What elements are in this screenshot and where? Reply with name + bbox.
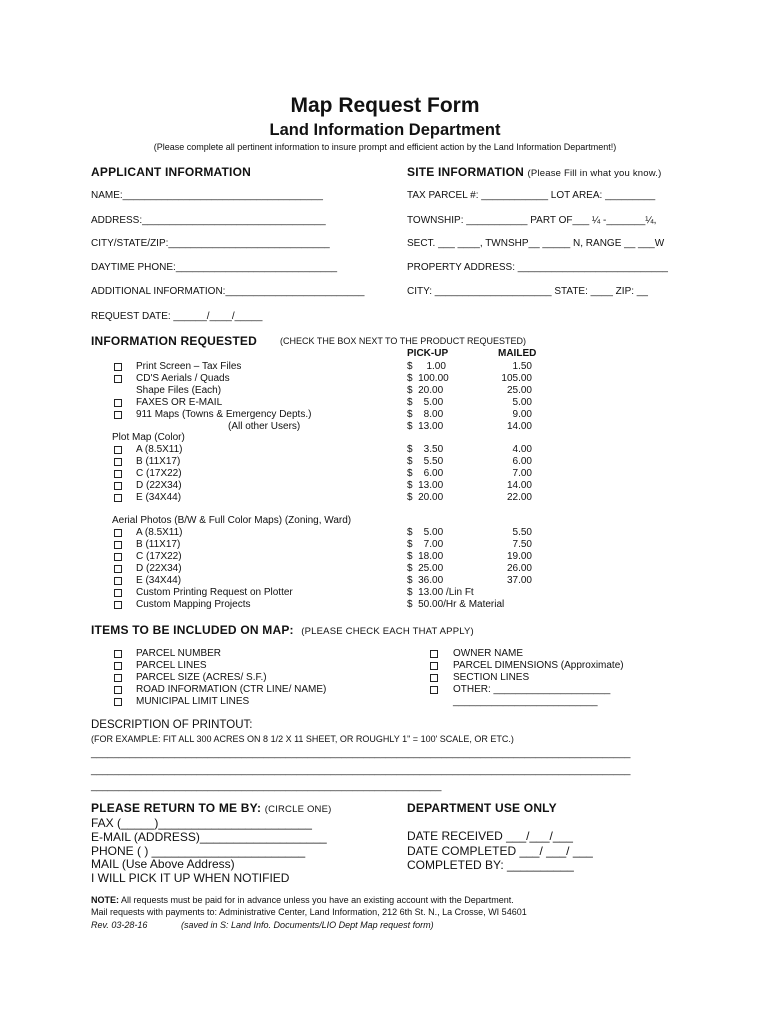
product-item-checkbox[interactable] <box>114 399 122 407</box>
site-heading <box>407 165 662 179</box>
address-field[interactable]: ADDRESS:_________________________________ <box>91 215 326 226</box>
description-example: (FOR EXAMPLE: FIT ALL 300 ACRES ON 8 1/2 X 11 SHEET, OR ROUGHLY 1" = 100' SCALE, OR ETC.) <box>91 734 514 744</box>
product-item-pickup-price: $ 13.00 <box>407 421 444 432</box>
plot-item-mailed-price: 7.00 <box>512 468 532 479</box>
name-field[interactable]: NAME:____________________________________ <box>91 190 323 201</box>
return-email[interactable]: E-MAIL (ADDRESS)___________________ <box>91 830 327 844</box>
return-fax[interactable]: FAX (_____)_______________________ <box>91 816 312 830</box>
plot-item-checkbox[interactable] <box>114 482 122 490</box>
plot-item-pickup-price: $ 6.00 <box>407 468 444 479</box>
aerial-item-pickup-price: $ 50.00/Hr & Material <box>407 599 505 610</box>
dept-date-received[interactable]: DATE RECEIVED ___/___/___ <box>407 829 573 843</box>
item-checkbox[interactable] <box>114 698 122 706</box>
plot-item-label: D (22X34) <box>136 480 182 491</box>
product-item-label: Shape Files (Each) <box>136 385 222 396</box>
plot-item-label: E (34X44) <box>136 492 182 503</box>
form-subtitle: Land Information Department <box>269 121 501 139</box>
product-item-label: FAXES OR E-MAIL <box>136 397 223 408</box>
product-item-checkbox[interactable] <box>114 363 122 371</box>
col-mailed-header: MAILED <box>498 348 537 359</box>
aerial-item-pickup-price: $ 18.00 <box>407 551 444 562</box>
city-state-zip-field[interactable]: CITY/STATE/ZIP:_____________________________ <box>91 238 330 249</box>
aerial-item-label: E (34X44) <box>136 575 182 586</box>
aerial-item-checkbox[interactable] <box>114 565 122 573</box>
return-phone[interactable]: PHONE ( ) _______________________ <box>91 844 306 858</box>
dept-date-completed[interactable]: DATE COMPLETED ___/ ___/ ___ <box>407 844 593 858</box>
item-checkbox[interactable] <box>430 674 438 682</box>
plot-item-pickup-price: $ 13.00 <box>407 480 444 491</box>
return-pickup[interactable]: I WILL PICK IT UP WHEN NOTIFIED <box>91 871 290 885</box>
tax-parcel-field[interactable]: TAX PARCEL #: ____________ LOT AREA: _________ <box>407 190 656 201</box>
plot-item-mailed-price: 14.00 <box>506 480 532 491</box>
aerial-item-mailed-price: 26.00 <box>506 563 532 574</box>
return-heading <box>91 801 332 815</box>
product-item-pickup-price: $ 20.00 <box>407 385 444 396</box>
plot-item-label: B (11X17) <box>136 456 181 467</box>
product-item-checkbox[interactable] <box>114 411 122 419</box>
aerial-item-label: A (8.5X11) <box>136 527 183 538</box>
property-address-field[interactable]: PROPERTY ADDRESS: ___________________________ <box>407 262 668 273</box>
info-requested-note: (CHECK THE BOX NEXT TO THE PRODUCT REQUESTED) <box>280 336 527 346</box>
product-item-mailed-price: 1.50 <box>512 361 532 372</box>
product-item-pickup-price: $ 8.00 <box>407 409 444 420</box>
aerial-item-pickup-price: $ 25.00 <box>407 563 444 574</box>
aerial-item-label: Custom Mapping Projects <box>136 599 251 610</box>
product-item-label: Print Screen – Tax Files <box>136 361 242 372</box>
other-line[interactable]: __________________________ <box>453 696 598 707</box>
plot-item-pickup-price: $ 5.50 <box>407 456 444 467</box>
item-checkbox[interactable] <box>430 650 438 658</box>
additional-info-field[interactable]: ADDITIONAL INFORMATION:_________________________ <box>91 286 365 297</box>
description-line-2[interactable]: _________________________________________________________________________________________________ <box>91 765 631 776</box>
plot-item-pickup-price: $ 20.00 <box>407 492 444 503</box>
item-label: PARCEL LINES <box>136 660 207 671</box>
item-label: PARCEL SIZE (ACRES/ S.F.) <box>136 672 267 683</box>
product-item-label: CD'S Aerials / Quads <box>136 373 230 384</box>
product-item-pickup-price: $ 5.00 <box>407 397 444 408</box>
item-label: SECTION LINES <box>453 672 530 683</box>
aerial-item-checkbox[interactable] <box>114 589 122 597</box>
plot-item-checkbox[interactable] <box>114 446 122 454</box>
plot-item-label: C (17X22) <box>136 468 182 479</box>
footer-note-text: All requests must be paid for in advance unless you have an existing account with the Department. <box>119 895 514 905</box>
daytime-phone-field[interactable]: DAYTIME PHONE:_____________________________ <box>91 262 338 273</box>
items-heading-note: (PLEASE CHECK EACH THAT APPLY) <box>301 626 474 637</box>
items-heading-label: ITEMS TO BE INCLUDED ON MAP: <box>91 623 294 637</box>
aerial-item-pickup-price: $ 36.00 <box>407 575 444 586</box>
dept-completed-by[interactable]: COMPLETED BY: __________ <box>407 858 574 872</box>
footer-note-label: NOTE: <box>91 895 119 905</box>
plot-item-checkbox[interactable] <box>114 494 122 502</box>
footer-mail-line: Mail requests with payments to: Administrative Center, Land Information, 212 6th St. N., La Crosse, WI 54601 <box>91 907 527 917</box>
return-mail[interactable]: MAIL (Use Above Address) <box>91 857 235 871</box>
item-label: PARCEL NUMBER <box>136 648 222 659</box>
site-heading-note: (Please Fill in what you know.) <box>527 168 662 179</box>
dept-heading: DEPARTMENT USE ONLY <box>407 801 557 815</box>
item-label: ROAD INFORMATION (CTR LINE/ NAME) <box>136 684 327 695</box>
plot-item-checkbox[interactable] <box>114 470 122 478</box>
product-item-label: 911 Maps (Towns & Emergency Depts.) <box>136 409 312 420</box>
plot-item-checkbox[interactable] <box>114 458 122 466</box>
plot-item-mailed-price: 22.00 <box>506 492 532 503</box>
plot-item-label: A (8.5X11) <box>136 444 183 455</box>
plot-item-mailed-price: 4.00 <box>512 444 532 455</box>
item-checkbox[interactable] <box>114 662 122 670</box>
item-checkbox[interactable] <box>430 662 438 670</box>
return-heading-note: (CIRCLE ONE) <box>264 804 332 815</box>
aerial-heading: Aerial Photos (B/W & Full Color Maps) (Zoning, Ward) <box>112 515 352 526</box>
product-item-pickup-price: $ 100.00 <box>407 373 449 384</box>
product-item-mailed-price: 105.00 <box>501 373 532 384</box>
aerial-item-mailed-price: 7.50 <box>512 539 532 550</box>
item-label: OWNER NAME <box>453 648 523 659</box>
description-line-3[interactable]: _______________________________________________________________ <box>91 781 442 792</box>
col-pickup-header: PICK-UP <box>407 348 449 359</box>
description-heading: DESCRIPTION OF PRINTOUT: <box>91 719 253 731</box>
aerial-item-pickup-price: $ 7.00 <box>407 539 444 550</box>
item-checkbox[interactable] <box>114 674 122 682</box>
item-checkbox[interactable] <box>114 650 122 658</box>
item-label: MUNICIPAL LIMIT LINES <box>136 696 250 707</box>
product-item-pickup-price: $ 1.00 <box>407 361 446 372</box>
form-title: Map Request Form <box>290 94 480 117</box>
item-checkbox[interactable] <box>114 686 122 694</box>
aerial-item-mailed-price: 37.00 <box>506 575 532 586</box>
product-item-mailed-price: 25.00 <box>506 385 532 396</box>
aerial-item-pickup-price: $ 5.00 <box>407 527 444 538</box>
aerial-item-pickup-price: $ 13.00 /Lin Ft <box>407 587 474 598</box>
product-item-mailed-price: 9.00 <box>512 409 532 420</box>
aerial-item-checkbox[interactable] <box>114 553 122 561</box>
footer-rev: Rev. 03-28-16 <box>91 920 148 930</box>
aerial-item-label: Custom Printing Request on Plotter <box>136 587 293 598</box>
plot-item-mailed-price: 6.00 <box>512 456 532 467</box>
item-label: OTHER: _____________________ <box>453 684 611 695</box>
description-line-1[interactable]: _________________________________________________________________________________________________ <box>91 748 631 759</box>
product-item-checkbox[interactable] <box>114 375 122 383</box>
sect-field[interactable]: SECT. ___ ____, TWNSHP__ _____ N, RANGE __ ___W <box>407 238 665 249</box>
aerial-item-label: C (17X22) <box>136 551 182 562</box>
aerial-item-mailed-price: 5.50 <box>512 527 532 538</box>
site-city-field[interactable]: CITY: _____________________ STATE: ____ ZIP: __ <box>407 286 648 297</box>
plot-item-pickup-price: $ 3.50 <box>407 444 444 455</box>
aerial-item-checkbox[interactable] <box>114 577 122 585</box>
return-heading-label: PLEASE RETURN TO ME BY: <box>91 801 262 815</box>
product-item-mailed-price: 5.00 <box>512 397 532 408</box>
items-heading <box>91 623 474 637</box>
plot-map-heading: Plot Map (Color) <box>112 432 185 443</box>
aerial-item-checkbox[interactable] <box>114 541 122 549</box>
aerial-item-label: D (22X34) <box>136 563 182 574</box>
township-field[interactable]: TOWNSHIP: ___________ PART OF___ ¼ -_______¼, <box>407 215 657 226</box>
item-checkbox[interactable] <box>430 686 438 694</box>
form-instructions: (Please complete all pertinent information to insure prompt and efficient action by the Land Information Department!) <box>153 142 617 152</box>
aerial-item-label: B (11X17) <box>136 539 181 550</box>
aerial-item-checkbox[interactable] <box>114 529 122 537</box>
request-date-field[interactable]: REQUEST DATE: ______/____/_____ <box>91 311 263 322</box>
aerial-item-mailed-price: 19.00 <box>506 551 532 562</box>
applicant-heading: APPLICANT INFORMATION <box>91 165 251 179</box>
product-item-mailed-price: 14.00 <box>506 421 532 432</box>
site-heading-label: SITE INFORMATION <box>407 165 524 179</box>
item-label: PARCEL DIMENSIONS (Approximate) <box>453 660 624 671</box>
product-item-label: (All other Users) <box>228 421 301 432</box>
info-requested-heading: INFORMATION REQUESTED <box>91 334 257 348</box>
footer-saved: (saved in S: Land Info. Documents/LIO Dept Map request form) <box>181 920 434 930</box>
aerial-item-checkbox[interactable] <box>114 601 122 609</box>
footer-note <box>91 895 514 905</box>
